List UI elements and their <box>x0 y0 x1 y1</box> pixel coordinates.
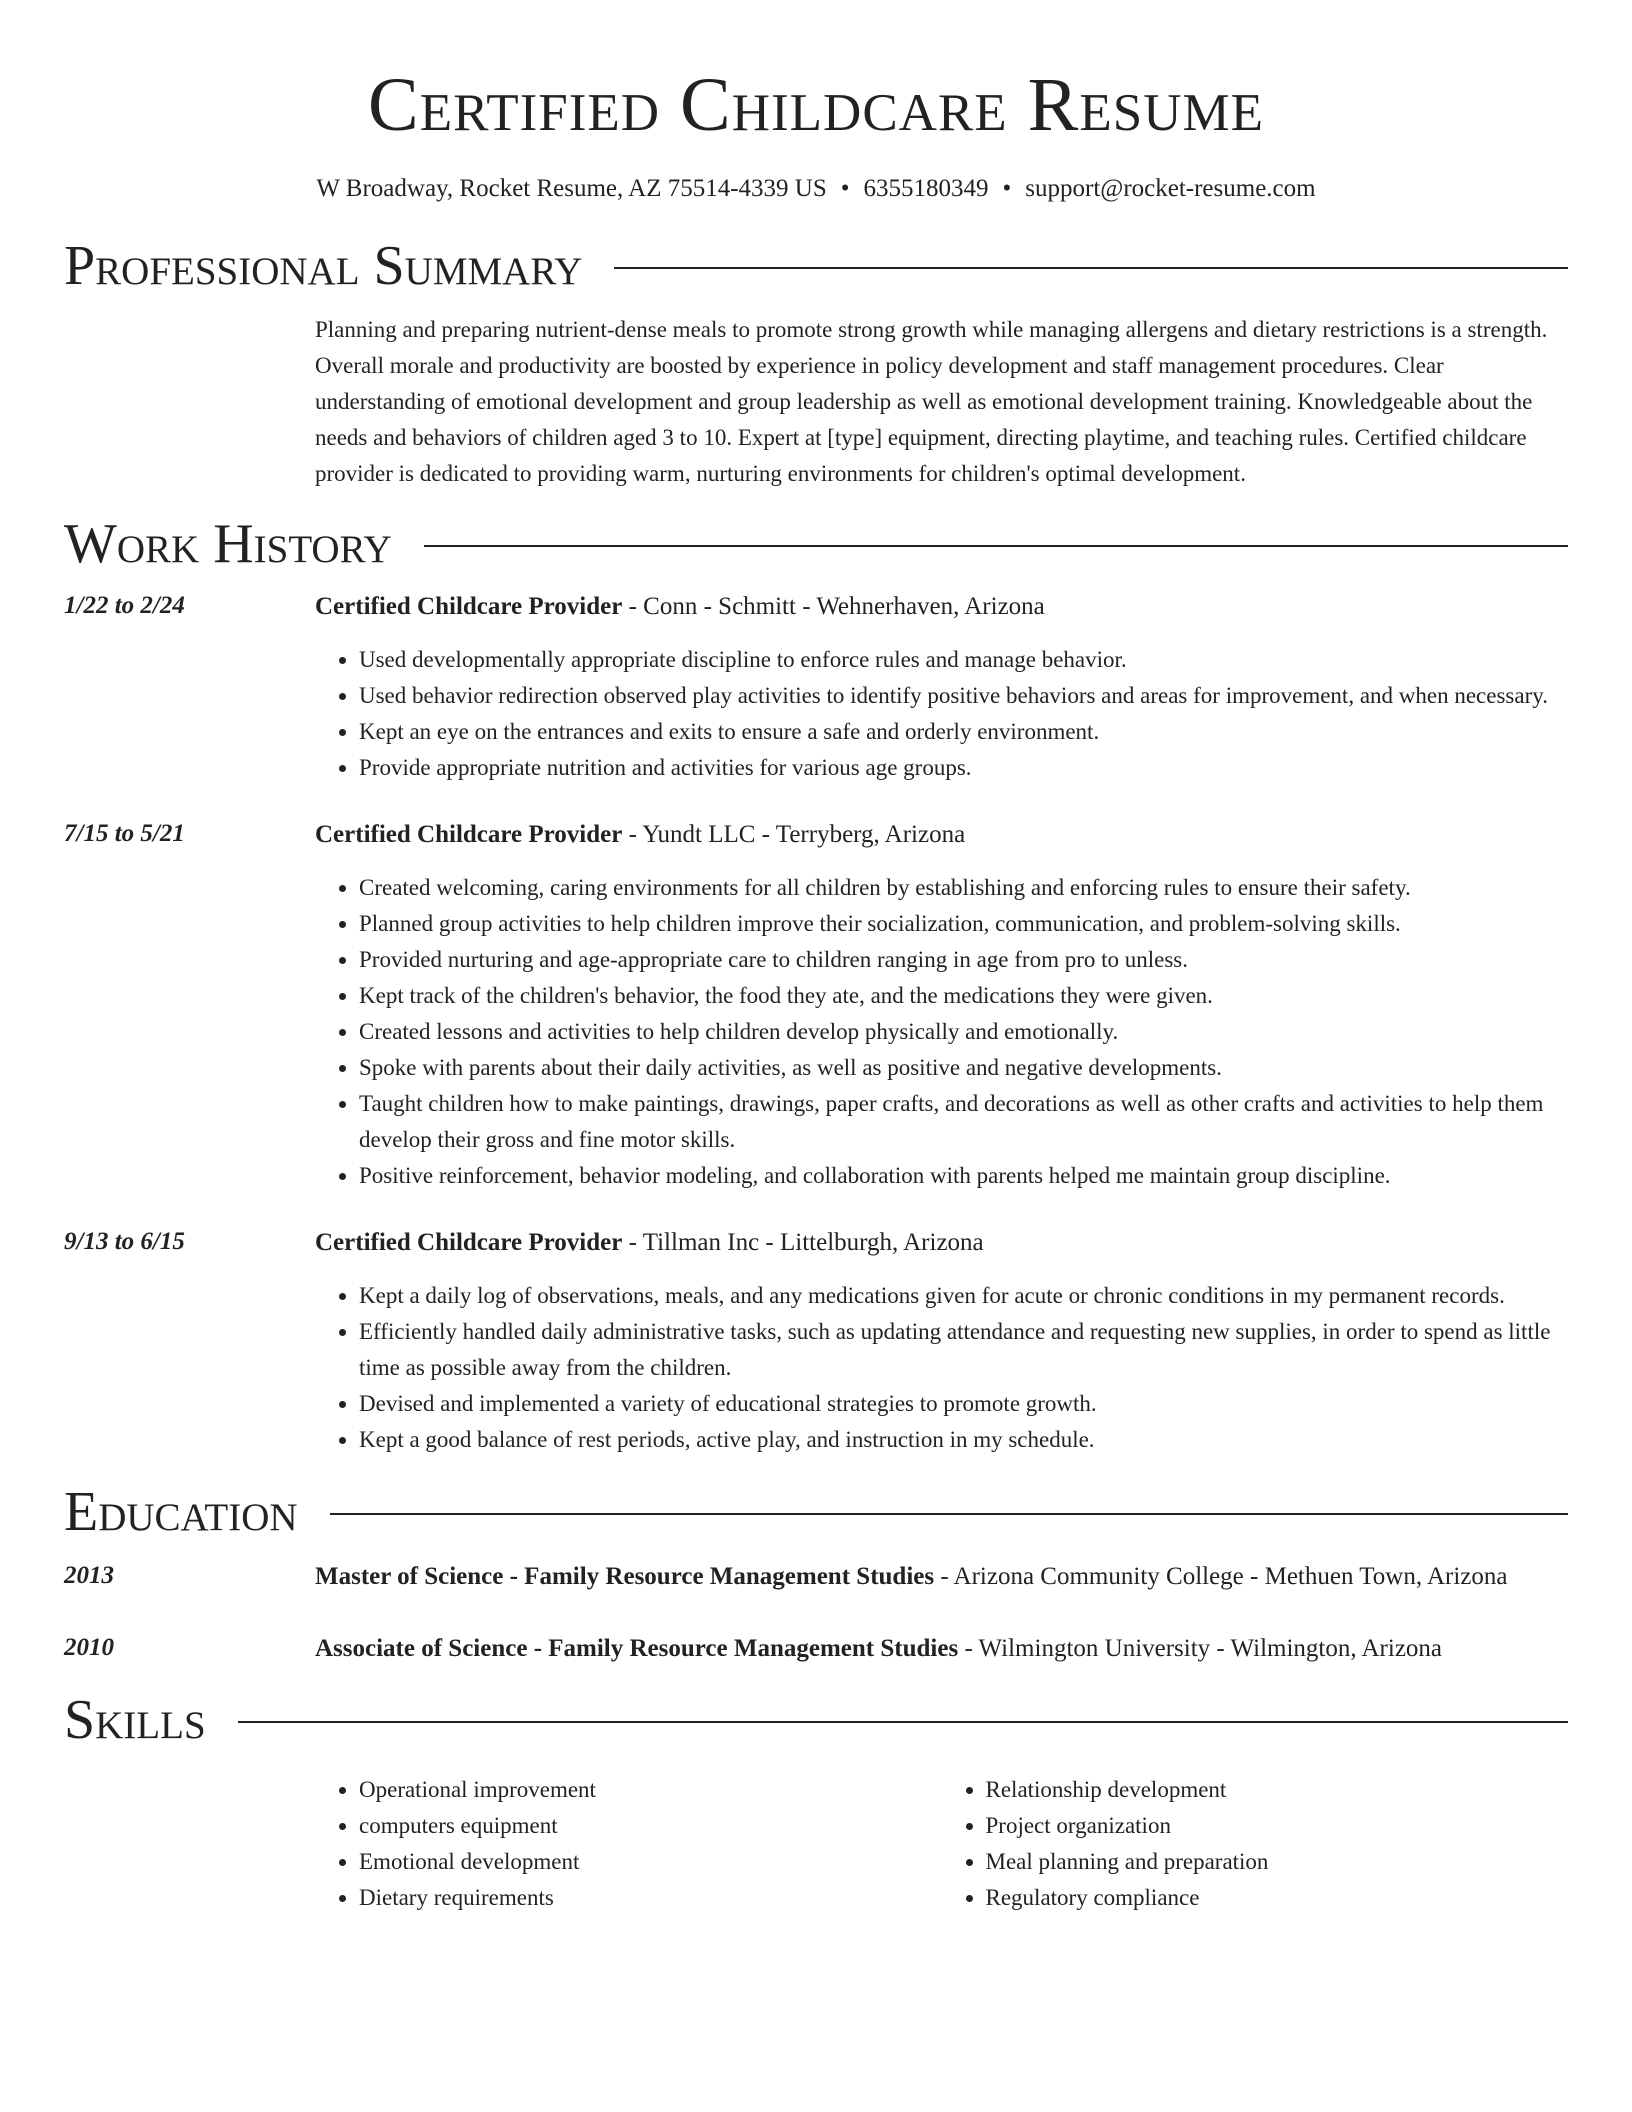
work-bullet: • Kept an eye on the entrances and exits to ensure a safe and orderly environment. <box>359 714 1568 750</box>
work-heading <box>315 588 1568 626</box>
work-bullet: • Provide appropriate nutrition and activities for various age groups. <box>359 750 1568 786</box>
contact-email: support@rocket-resume.com <box>1025 175 1316 202</box>
skills-section-header <box>64 1688 1568 1752</box>
work-bullet: • Planned group activities to help children improve their socialization, communication, and problem-solving skills. <box>359 906 1568 942</box>
section-divider <box>238 1721 1568 1723</box>
skill-item: • Dietary requirements <box>359 1880 942 1916</box>
skill-item: • Project organization <box>986 1808 1569 1844</box>
work-dates: 1/22 to 2/24 <box>64 592 185 619</box>
work-section-header <box>64 512 1568 576</box>
work-entry <box>64 1224 1568 1458</box>
education-entry <box>64 1558 1568 1596</box>
degree-title: Associate of Science - Family Resource Management Studies <box>315 1635 959 1662</box>
summary-text: Planning and preparing nutrient-dense meals to promote strong growth while managing allergens and dietary restrictions is a strength. Overall morale and productivity are boosted by experience in policy development and staff management procedures. Clear understanding of emotional development and group leadership as well as emotional development training. Knowledgeable about the needs and behaviors of children aged 3 to 10. Expert at [type] equipment, directing playtime, and teaching rules. Certified childcare provider is dedicated to providing warm, nurturing environments for children's optimal development. <box>315 317 1548 486</box>
work-entry <box>64 816 1568 1194</box>
work-bullet: • Created welcoming, caring environments for all children by establishing and enforcing rules to ensure their safety. <box>359 870 1568 906</box>
contact-address: W Broadway, Rocket Resume, AZ 75514-4339 US <box>316 175 827 202</box>
work-bullets <box>315 1278 1568 1458</box>
school-location: - Arizona Community College - Methuen Town, Arizona <box>934 1563 1508 1590</box>
skill-item: • Operational improvement <box>359 1772 942 1808</box>
contact-line <box>64 172 1568 206</box>
section-divider <box>614 267 1568 269</box>
work-entry <box>64 588 1568 786</box>
resume-title: Certified Childcare Resume <box>368 63 1264 147</box>
contact-separator: • <box>840 175 850 202</box>
employer-location: - Tillman Inc - Littelburgh, Arizona <box>622 1229 984 1256</box>
work-bullet: • Used developmentally appropriate discipline to enforce rules and manage behavior. <box>359 642 1568 678</box>
education-section-title: Education <box>64 1481 298 1543</box>
skill-item: • Emotional development <box>359 1844 942 1880</box>
summary-section-title: Professional Summary <box>64 235 583 297</box>
section-divider <box>330 1513 1568 1515</box>
summary-section-header <box>64 234 1568 298</box>
work-bullets <box>315 870 1568 1194</box>
employer-location: - Conn - Schmitt - Wehnerhaven, Arizona <box>622 593 1045 620</box>
education-year: 2013 <box>64 1562 114 1589</box>
skill-item: • Relationship development <box>986 1772 1569 1808</box>
work-dates: 7/15 to 5/21 <box>64 820 185 847</box>
education-heading <box>315 1630 1568 1668</box>
work-section-title: Work History <box>64 513 392 575</box>
education-year: 2010 <box>64 1634 114 1661</box>
work-bullet: • Used behavior redirection observed play activities to identify positive behaviors and areas for improvement, and when necessary. <box>359 678 1568 714</box>
work-bullet: • Positive reinforcement, behavior modeling, and collaboration with parents helped me maintain group discipline. <box>359 1158 1568 1194</box>
employer-location: - Yundt LLC - Terryberg, Arizona <box>622 821 966 848</box>
school-location: - Wilmington University - Wilmington, Arizona <box>958 1635 1443 1662</box>
contact-separator: • <box>1002 175 1012 202</box>
work-dates: 9/13 to 6/15 <box>64 1228 185 1255</box>
work-bullet: • Kept a good balance of rest periods, active play, and instruction in my schedule. <box>359 1422 1568 1458</box>
work-bullet: • Created lessons and activities to help children develop physically and emotionally. <box>359 1014 1568 1050</box>
job-title: Certified Childcare Provider <box>315 593 623 620</box>
job-title: Certified Childcare Provider <box>315 821 623 848</box>
section-divider <box>424 545 1568 547</box>
skills-section-title: Skills <box>64 1689 206 1751</box>
work-bullet: • Devised and implemented a variety of educational strategies to promote growth. <box>359 1386 1568 1422</box>
work-bullet: • Spoke with parents about their daily activities, as well as positive and negative developments. <box>359 1050 1568 1086</box>
education-section-header <box>64 1480 1568 1544</box>
work-heading <box>315 816 1568 854</box>
work-bullet: • Provided nurturing and age-appropriate care to children ranging in age from pro to unless. <box>359 942 1568 978</box>
skills-list <box>315 1772 1568 1916</box>
work-bullet: • Taught children how to make paintings, drawings, paper crafts, and decorations as well as other crafts and activities to help them develop their gross and fine motor skills. <box>359 1086 1568 1158</box>
work-heading <box>315 1224 1568 1262</box>
skill-item: • Meal planning and preparation <box>986 1844 1569 1880</box>
work-bullet: • Kept a daily log of observations, meals, and any medications given for acute or chronic conditions in my permanent records. <box>359 1278 1568 1314</box>
degree-title: Master of Science - Family Resource Management Studies <box>315 1563 935 1590</box>
contact-phone: 6355180349 <box>863 175 989 202</box>
education-entry <box>64 1630 1568 1668</box>
job-title: Certified Childcare Provider <box>315 1229 623 1256</box>
education-heading <box>315 1558 1568 1596</box>
skills-column-left <box>315 1772 942 1916</box>
skill-item: • Regulatory compliance <box>986 1880 1569 1916</box>
skill-item: • computers equipment <box>359 1808 942 1844</box>
skills-column-right <box>942 1772 1569 1916</box>
work-bullet: • Efficiently handled daily administrative tasks, such as updating attendance and requesting new supplies, in order to spend as little time as possible away from the children. <box>359 1314 1568 1386</box>
work-bullets <box>315 642 1568 786</box>
work-bullet: • Kept track of the children's behavior, the food they ate, and the medications they were given. <box>359 978 1568 1014</box>
